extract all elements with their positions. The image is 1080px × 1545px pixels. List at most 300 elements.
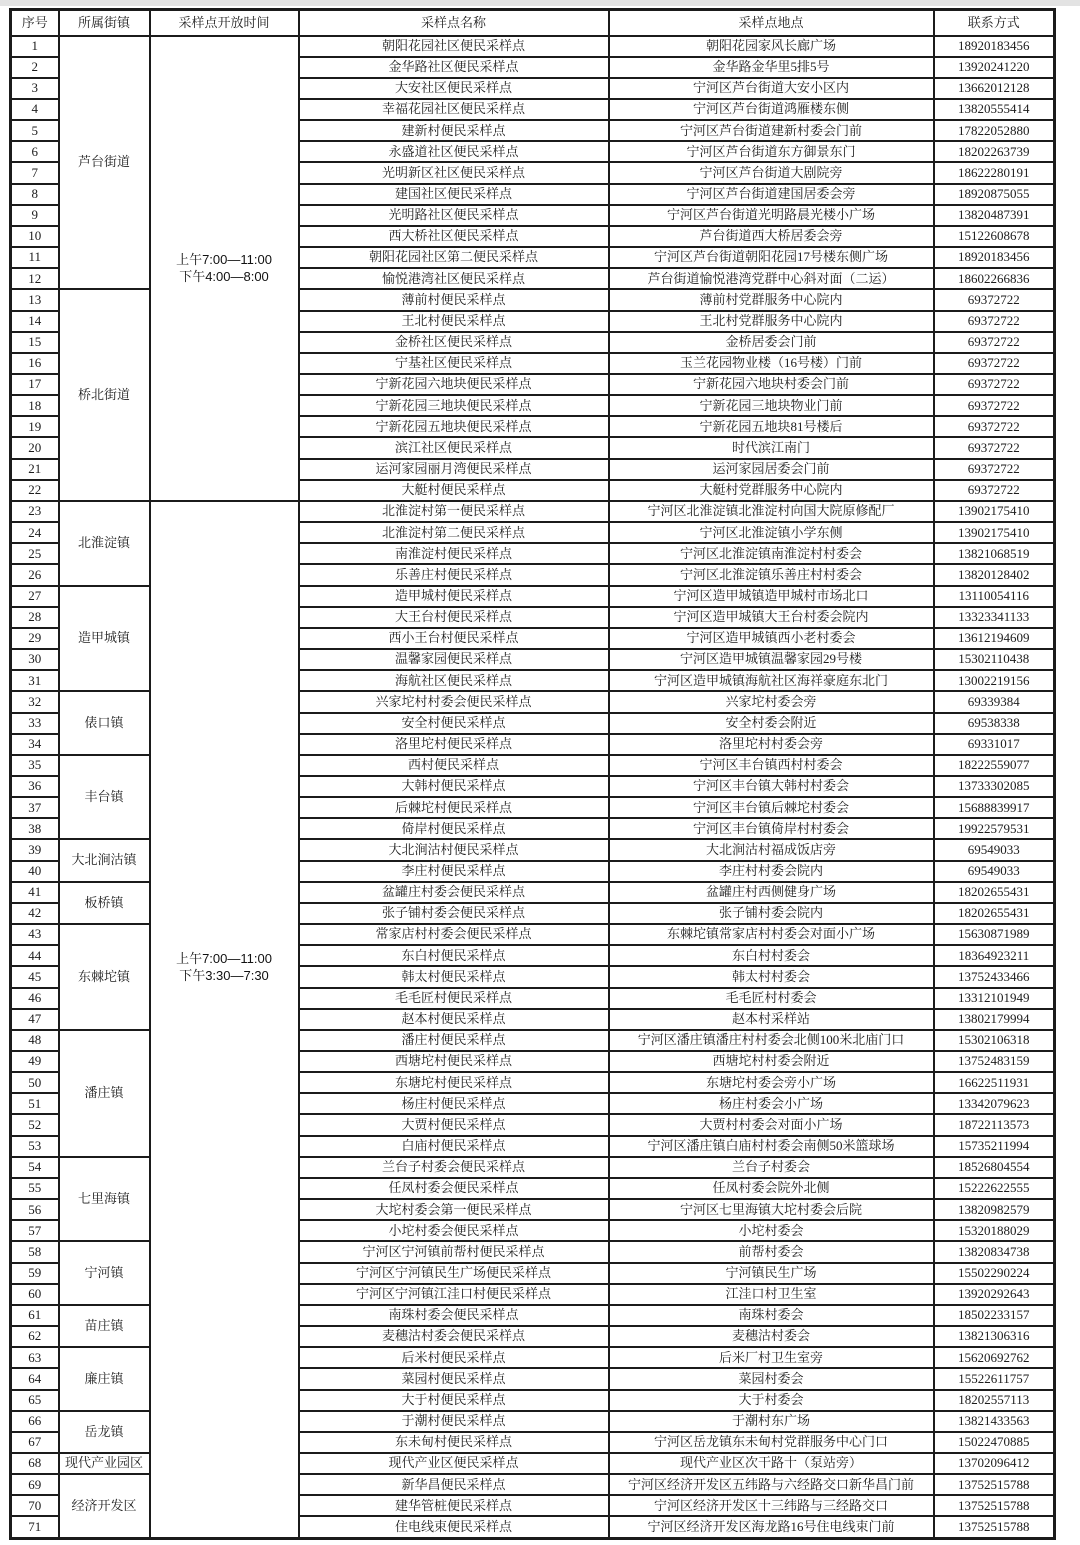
seq-cell: 25 [11,543,59,564]
site-name-cell: 后米村便民采样点 [299,1347,609,1368]
site-location-cell: 王北村党群服务中心院内 [609,311,934,332]
phone-cell: 69372722 [934,395,1055,416]
seq-cell: 38 [11,818,59,839]
site-location-cell: 韩太村村委会 [609,966,934,987]
header-time: 采样点开放时间 [150,10,299,36]
site-location-cell: 安全村委会附近 [609,713,934,734]
phone-cell: 13312101949 [934,988,1055,1009]
site-name-cell: 建华管桩便民采样点 [299,1495,609,1516]
site-name-cell: 大王台村便民采样点 [299,607,609,628]
site-location-cell: 芦台街道愉悦港湾党群中心斜对面（二运） [609,268,934,289]
seq-cell: 61 [11,1305,59,1326]
seq-cell: 32 [11,691,59,712]
seq-cell: 66 [11,1411,59,1432]
seq-cell: 17 [11,374,59,395]
phone-cell: 18722113573 [934,1114,1055,1135]
header-row [11,10,1055,36]
site-location-cell: 宁河区北淮淀镇北淮淀村向国大院原修配厂 [609,501,934,522]
site-location-cell: 朝阳花园家风长廊广场 [609,36,934,57]
site-name-cell: 东未甸村便民采样点 [299,1432,609,1453]
open-time-cell [150,36,299,501]
seq-cell: 23 [11,501,59,522]
site-name-cell: 建国社区便民采样点 [299,184,609,205]
phone-cell: 13702096412 [934,1453,1055,1474]
town-cell: 现代产业园区 [59,1453,150,1474]
seq-cell: 8 [11,184,59,205]
site-name-cell: 宁河区宁河镇民生广场便民采样点 [299,1263,609,1284]
site-location-cell: 小坨村委会 [609,1220,934,1241]
seq-cell: 57 [11,1220,59,1241]
town-cell: 苗庄镇 [59,1305,150,1347]
site-location-cell: 宁河区北淮淀镇乐善庄村村委会 [609,564,934,585]
site-location-cell: 宁河区芦台街道鸿雁楼东侧 [609,99,934,120]
phone-cell: 18202557113 [934,1390,1055,1411]
site-name-cell: 王北村便民采样点 [299,311,609,332]
site-name-cell: 盆罐庄村委会便民采样点 [299,882,609,903]
open-time-line: 下午4:00—8:00 [179,269,269,285]
site-name-cell: 张子铺村委会便民采样点 [299,903,609,924]
table-row [11,501,1055,522]
site-location-cell: 宁河区芦台街道朝阳花园17号楼东侧广场 [609,247,934,268]
site-name-cell: 宁河区宁河镇江洼口村便民采样点 [299,1284,609,1305]
seq-cell: 35 [11,755,59,776]
phone-cell: 13752433466 [934,966,1055,987]
seq-cell: 11 [11,247,59,268]
site-name-cell: 白庙村便民采样点 [299,1136,609,1157]
site-name-cell: 兰台子村委会便民采样点 [299,1157,609,1178]
seq-cell: 68 [11,1453,59,1474]
phone-cell: 15222622555 [934,1178,1055,1199]
seq-cell: 64 [11,1368,59,1389]
site-location-cell: 后米厂村卫生室旁 [609,1347,934,1368]
phone-cell: 69372722 [934,437,1055,458]
phone-cell: 15735211994 [934,1136,1055,1157]
seq-cell: 9 [11,205,59,226]
seq-cell: 31 [11,670,59,691]
town-cell: 芦台街道 [59,36,150,290]
site-name-cell: 大北涧沽村便民采样点 [299,839,609,860]
phone-cell: 13902175410 [934,522,1055,543]
site-name-cell: 北淮淀村第二便民采样点 [299,522,609,543]
seq-cell: 42 [11,903,59,924]
header-seq: 序号 [11,10,59,36]
phone-cell: 18202655431 [934,882,1055,903]
phone-cell: 15022470885 [934,1432,1055,1453]
site-name-cell: 北淮淀村第一便民采样点 [299,501,609,522]
phone-cell: 15630871989 [934,924,1055,945]
seq-cell: 34 [11,734,59,755]
site-name-cell: 新华昌便民采样点 [299,1474,609,1495]
site-name-cell: 常家店村村委会便民采样点 [299,924,609,945]
site-location-cell: 宁河区造甲城镇海航社区海祥豪庭东北门 [609,670,934,691]
site-location-cell: 任凤村委会院外北侧 [609,1178,934,1199]
site-name-cell: 金桥社区便民采样点 [299,332,609,353]
phone-cell: 13752515788 [934,1495,1055,1516]
seq-cell: 30 [11,649,59,670]
phone-cell: 13733302085 [934,776,1055,797]
site-name-cell: 光明路社区便民采样点 [299,205,609,226]
site-name-cell: 于潮村便民采样点 [299,1411,609,1432]
site-location-cell: 大于村委会 [609,1390,934,1411]
seq-cell: 65 [11,1390,59,1411]
site-location-cell: 毛毛匠村村委会 [609,988,934,1009]
phone-cell: 13820982579 [934,1199,1055,1220]
seq-cell: 27 [11,586,59,607]
seq-cell: 36 [11,776,59,797]
phone-cell: 15522611757 [934,1368,1055,1389]
phone-cell: 13820555414 [934,99,1055,120]
phone-cell: 13323341133 [934,607,1055,628]
phone-cell: 15688839917 [934,797,1055,818]
site-name-cell: 建新村便民采样点 [299,120,609,141]
seq-cell: 48 [11,1030,59,1051]
site-location-cell: 宁河区潘庄镇白庙村村委会南侧50米篮球场 [609,1136,934,1157]
seq-cell: 4 [11,99,59,120]
seq-cell: 18 [11,395,59,416]
site-location-cell: 大贾村村委会对面小广场 [609,1114,934,1135]
site-location-cell: 麦穗沽村委会 [609,1326,934,1347]
table-row [11,36,1055,57]
site-name-cell: 朝阳花园社区第二便民采样点 [299,247,609,268]
town-cell: 七里海镇 [59,1157,150,1242]
site-location-cell: 赵本村采样站 [609,1009,934,1030]
phone-cell: 15302110438 [934,649,1055,670]
phone-cell: 13662012128 [934,78,1055,99]
site-name-cell: 滨江社区便民采样点 [299,437,609,458]
seq-cell: 41 [11,882,59,903]
town-cell: 大北涧沽镇 [59,839,150,881]
seq-cell: 56 [11,1199,59,1220]
phone-cell: 15122608678 [934,226,1055,247]
site-location-cell: 宁河区芦台街道光明路晨光楼小广场 [609,205,934,226]
seq-cell: 63 [11,1347,59,1368]
seq-cell: 6 [11,141,59,162]
seq-cell: 59 [11,1263,59,1284]
site-name-cell: 住电线束便民采样点 [299,1516,609,1538]
seq-cell: 28 [11,607,59,628]
site-location-cell: 宁河镇民生广场 [609,1263,934,1284]
phone-cell: 15502290224 [934,1263,1055,1284]
site-name-cell: 毛毛匠村便民采样点 [299,988,609,1009]
seq-cell: 54 [11,1157,59,1178]
site-name-cell: 大于村便民采样点 [299,1390,609,1411]
town-cell: 经济开发区 [59,1474,150,1538]
site-location-cell: 大北涧沽村福成饭店旁 [609,839,934,860]
site-name-cell: 东白村便民采样点 [299,945,609,966]
site-location-cell: 江洼口村卫生室 [609,1284,934,1305]
seq-cell: 43 [11,924,59,945]
site-name-cell: 造甲城村便民采样点 [299,586,609,607]
town-cell: 东棘坨镇 [59,924,150,1030]
seq-cell: 14 [11,311,59,332]
site-name-cell: 宁基社区便民采样点 [299,353,609,374]
phone-cell: 13752515788 [934,1474,1055,1495]
site-location-cell: 东塘坨村委会旁小广场 [609,1072,934,1093]
phone-cell: 18920183456 [934,36,1055,57]
header-town: 所属街镇 [59,10,150,36]
town-cell: 板桥镇 [59,882,150,924]
site-name-cell: 南珠村委会便民采样点 [299,1305,609,1326]
site-name-cell: 朝阳花园社区便民采样点 [299,36,609,57]
phone-cell: 15302106318 [934,1030,1055,1051]
seq-cell: 33 [11,713,59,734]
phone-cell: 18202263739 [934,141,1055,162]
seq-cell: 40 [11,861,59,882]
site-location-cell: 东棘坨镇常家店村村委会对面小广场 [609,924,934,945]
site-name-cell: 倚岸村便民采样点 [299,818,609,839]
phone-cell: 13820487391 [934,205,1055,226]
site-location-cell: 前帮村委会 [609,1241,934,1262]
seq-cell: 67 [11,1432,59,1453]
site-location-cell: 薄前村党群服务中心院内 [609,289,934,310]
site-location-cell: 现代产业区次干路十（泵站旁） [609,1453,934,1474]
site-location-cell: 宁新花园六地块村委会门前 [609,374,934,395]
site-name-cell: 运河家园丽月湾便民采样点 [299,459,609,480]
site-name-cell: 现代产业区便民采样点 [299,1453,609,1474]
seq-cell: 12 [11,268,59,289]
seq-cell: 51 [11,1093,59,1114]
site-location-cell: 宁河区造甲城镇大王台村委会院内 [609,607,934,628]
seq-cell: 15 [11,332,59,353]
site-location-cell: 宁河区芦台街道东方御景东门 [609,141,934,162]
site-location-cell: 大艇村党群服务中心院内 [609,480,934,501]
site-name-cell: 大安社区便民采样点 [299,78,609,99]
phone-cell: 69538338 [934,713,1055,734]
site-location-cell: 宁河区芦台街道建新村委会门前 [609,120,934,141]
seq-cell: 47 [11,1009,59,1030]
site-location-cell: 洛里坨村村委会旁 [609,734,934,755]
seq-cell: 29 [11,628,59,649]
seq-cell: 71 [11,1516,59,1538]
site-name-cell: 乐善庄村便民采样点 [299,564,609,585]
site-location-cell: 宁河区丰台镇西村村委会 [609,755,934,776]
site-name-cell: 温馨家园便民采样点 [299,649,609,670]
seq-cell: 45 [11,966,59,987]
phone-cell: 15620692762 [934,1347,1055,1368]
town-cell: 北淮淀镇 [59,501,150,586]
phone-cell: 13920292643 [934,1284,1055,1305]
site-name-cell: 菜园村便民采样点 [299,1368,609,1389]
phone-cell: 13920241220 [934,57,1055,78]
site-location-cell: 宁新花园三地块物业门前 [609,395,934,416]
site-name-cell: 西大桥社区便民采样点 [299,226,609,247]
seq-cell: 46 [11,988,59,1009]
site-location-cell: 金华路金华里5排5号 [609,57,934,78]
seq-cell: 1 [11,36,59,57]
site-location-cell: 玉兰花园物业楼（16号楼）门前 [609,353,934,374]
phone-cell: 16622511931 [934,1072,1055,1093]
open-time-line: 上午7:00—11:00 [176,950,272,966]
site-location-cell: 张子铺村委会院内 [609,903,934,924]
site-name-cell: 潘庄村便民采样点 [299,1030,609,1051]
seq-cell: 70 [11,1495,59,1516]
site-name-cell: 大坨村委会第一便民采样点 [299,1199,609,1220]
site-name-cell: 韩太村便民采样点 [299,966,609,987]
site-location-cell: 宁河区芦台街道大安小区内 [609,78,934,99]
town-cell: 岳龙镇 [59,1411,150,1453]
site-name-cell: 杨庄村便民采样点 [299,1093,609,1114]
site-name-cell: 大韩村便民采样点 [299,776,609,797]
site-location-cell: 宁河区丰台镇大韩村村委会 [609,776,934,797]
sampling-points-table [9,8,1056,1540]
seq-cell: 26 [11,564,59,585]
site-name-cell: 金华路社区便民采样点 [299,57,609,78]
town-cell: 廉庄镇 [59,1347,150,1410]
site-location-cell: 芦台街道西大桥居委会旁 [609,226,934,247]
site-name-cell: 幸福花园社区便民采样点 [299,99,609,120]
seq-cell: 24 [11,522,59,543]
open-time-line: 下午3:30—7:30 [179,968,269,984]
phone-cell: 13342079623 [934,1093,1055,1114]
site-name-cell: 安全村便民采样点 [299,713,609,734]
site-name-cell: 薄前村便民采样点 [299,289,609,310]
site-location-cell: 杨庄村委会小广场 [609,1093,934,1114]
seq-cell: 5 [11,120,59,141]
phone-cell: 18202655431 [934,903,1055,924]
site-name-cell: 兴家坨村村委会便民采样点 [299,691,609,712]
phone-cell: 13821306316 [934,1326,1055,1347]
phone-cell: 18526804554 [934,1157,1055,1178]
site-name-cell: 宁河区宁河镇前帮村便民采样点 [299,1241,609,1262]
site-location-cell: 时代滨江南门 [609,437,934,458]
seq-cell: 52 [11,1114,59,1135]
header-location: 采样点地点 [609,10,934,36]
site-location-cell: 李庄村村委会院内 [609,861,934,882]
site-name-cell: 大贾村便民采样点 [299,1114,609,1135]
seq-cell: 21 [11,459,59,480]
town-cell: 桥北街道 [59,289,150,501]
seq-cell: 10 [11,226,59,247]
town-cell: 俵口镇 [59,691,150,754]
seq-cell: 2 [11,57,59,78]
site-name-cell: 宁新花园五地块便民采样点 [299,416,609,437]
site-location-cell: 运河家园居委会门前 [609,459,934,480]
site-name-cell: 小坨村委会便民采样点 [299,1220,609,1241]
phone-cell: 19922579531 [934,818,1055,839]
seq-cell: 3 [11,78,59,99]
open-time-cell [150,501,299,1539]
site-location-cell: 菜园村委会 [609,1368,934,1389]
site-location-cell: 宁河区芦台街道建国居委会旁 [609,184,934,205]
phone-cell: 69372722 [934,459,1055,480]
town-cell: 潘庄镇 [59,1030,150,1157]
phone-cell: 69372722 [934,353,1055,374]
site-name-cell: 后棘坨村便民采样点 [299,797,609,818]
phone-cell: 13752483159 [934,1051,1055,1072]
seq-cell: 20 [11,437,59,458]
phone-cell: 69372722 [934,480,1055,501]
town-cell: 造甲城镇 [59,586,150,692]
seq-cell: 49 [11,1051,59,1072]
phone-cell: 13821068519 [934,543,1055,564]
site-name-cell: 李庄村便民采样点 [299,861,609,882]
phone-cell: 15320188029 [934,1220,1055,1241]
phone-cell: 13820834738 [934,1241,1055,1262]
header-phone: 联系方式 [934,10,1055,36]
site-location-cell: 宁河区北淮淀镇南淮淀村村委会 [609,543,934,564]
seq-cell: 50 [11,1072,59,1093]
site-location-cell: 宁河区岳龙镇东未甸村党群服务中心门口 [609,1432,934,1453]
seq-cell: 39 [11,839,59,860]
seq-cell: 37 [11,797,59,818]
open-time-line: 上午7:00—11:00 [176,251,272,267]
header-name: 采样点名称 [299,10,609,36]
phone-cell: 18502233157 [934,1305,1055,1326]
site-location-cell: 宁河区经济开发区五纬路与六经路交口新华昌门前 [609,1474,934,1495]
site-location-cell: 宁河区丰台镇倚岸村村委会 [609,818,934,839]
phone-cell: 13110054116 [934,586,1055,607]
phone-cell: 69339384 [934,691,1055,712]
phone-cell: 18920183456 [934,247,1055,268]
site-name-cell: 西塘坨村便民采样点 [299,1051,609,1072]
seq-cell: 22 [11,480,59,501]
site-name-cell: 西小王台村便民采样点 [299,628,609,649]
site-location-cell: 金桥居委会门前 [609,332,934,353]
site-location-cell: 宁河区造甲城镇西小老村委会 [609,628,934,649]
site-name-cell: 愉悦港湾社区便民采样点 [299,268,609,289]
site-location-cell: 宁河区造甲城镇造甲城村市场北口 [609,586,934,607]
seq-cell: 16 [11,353,59,374]
phone-cell: 69372722 [934,311,1055,332]
site-name-cell: 大艇村便民采样点 [299,480,609,501]
site-name-cell: 西村便民采样点 [299,755,609,776]
phone-cell: 69549033 [934,839,1055,860]
phone-cell: 69372722 [934,332,1055,353]
site-location-cell: 兴家坨村委会旁 [609,691,934,712]
site-location-cell: 宁河区北淮淀镇小学东侧 [609,522,934,543]
site-name-cell: 宁新花园三地块便民采样点 [299,395,609,416]
site-name-cell: 任凤村委会便民采样点 [299,1178,609,1199]
site-location-cell: 宁河区经济开发区十三纬路与三经路交口 [609,1495,934,1516]
site-name-cell: 赵本村便民采样点 [299,1009,609,1030]
site-location-cell: 宁河区经济开发区海龙路16号住电线束门前 [609,1516,934,1538]
site-name-cell: 南淮淀村便民采样点 [299,543,609,564]
town-cell: 丰台镇 [59,755,150,840]
site-location-cell: 宁河区造甲城镇温馨家园29号楼 [609,649,934,670]
site-name-cell: 光明新区社区便民采样点 [299,162,609,183]
phone-cell: 13821433563 [934,1411,1055,1432]
seq-cell: 58 [11,1241,59,1262]
site-name-cell: 永盛道社区便民采样点 [299,141,609,162]
site-location-cell: 宁新花园五地块81号楼后 [609,416,934,437]
phone-cell: 69372722 [934,289,1055,310]
phone-cell: 18602266836 [934,268,1055,289]
phone-cell: 13612194609 [934,628,1055,649]
seq-cell: 60 [11,1284,59,1305]
site-location-cell: 于潮村东广场 [609,1411,934,1432]
phone-cell: 13820128402 [934,564,1055,585]
phone-cell: 18364923211 [934,945,1055,966]
phone-cell: 18622280191 [934,162,1055,183]
phone-cell: 69331017 [934,734,1055,755]
phone-cell: 69372722 [934,416,1055,437]
site-location-cell: 东白村村委会 [609,945,934,966]
site-location-cell: 宁河区丰台镇后棘坨村委会 [609,797,934,818]
site-name-cell: 海航社区便民采样点 [299,670,609,691]
seq-cell: 44 [11,945,59,966]
site-location-cell: 盆罐庄村西侧健身广场 [609,882,934,903]
site-location-cell: 西塘坨村村委会附近 [609,1051,934,1072]
site-location-cell: 宁河区芦台街道大剧院旁 [609,162,934,183]
seq-cell: 62 [11,1326,59,1347]
site-location-cell: 兰台子村委会 [609,1157,934,1178]
seq-cell: 13 [11,289,59,310]
seq-cell: 53 [11,1136,59,1157]
phone-cell: 18920875055 [934,184,1055,205]
phone-cell: 69549033 [934,861,1055,882]
phone-cell: 18222559077 [934,755,1055,776]
phone-cell: 13802179994 [934,1009,1055,1030]
